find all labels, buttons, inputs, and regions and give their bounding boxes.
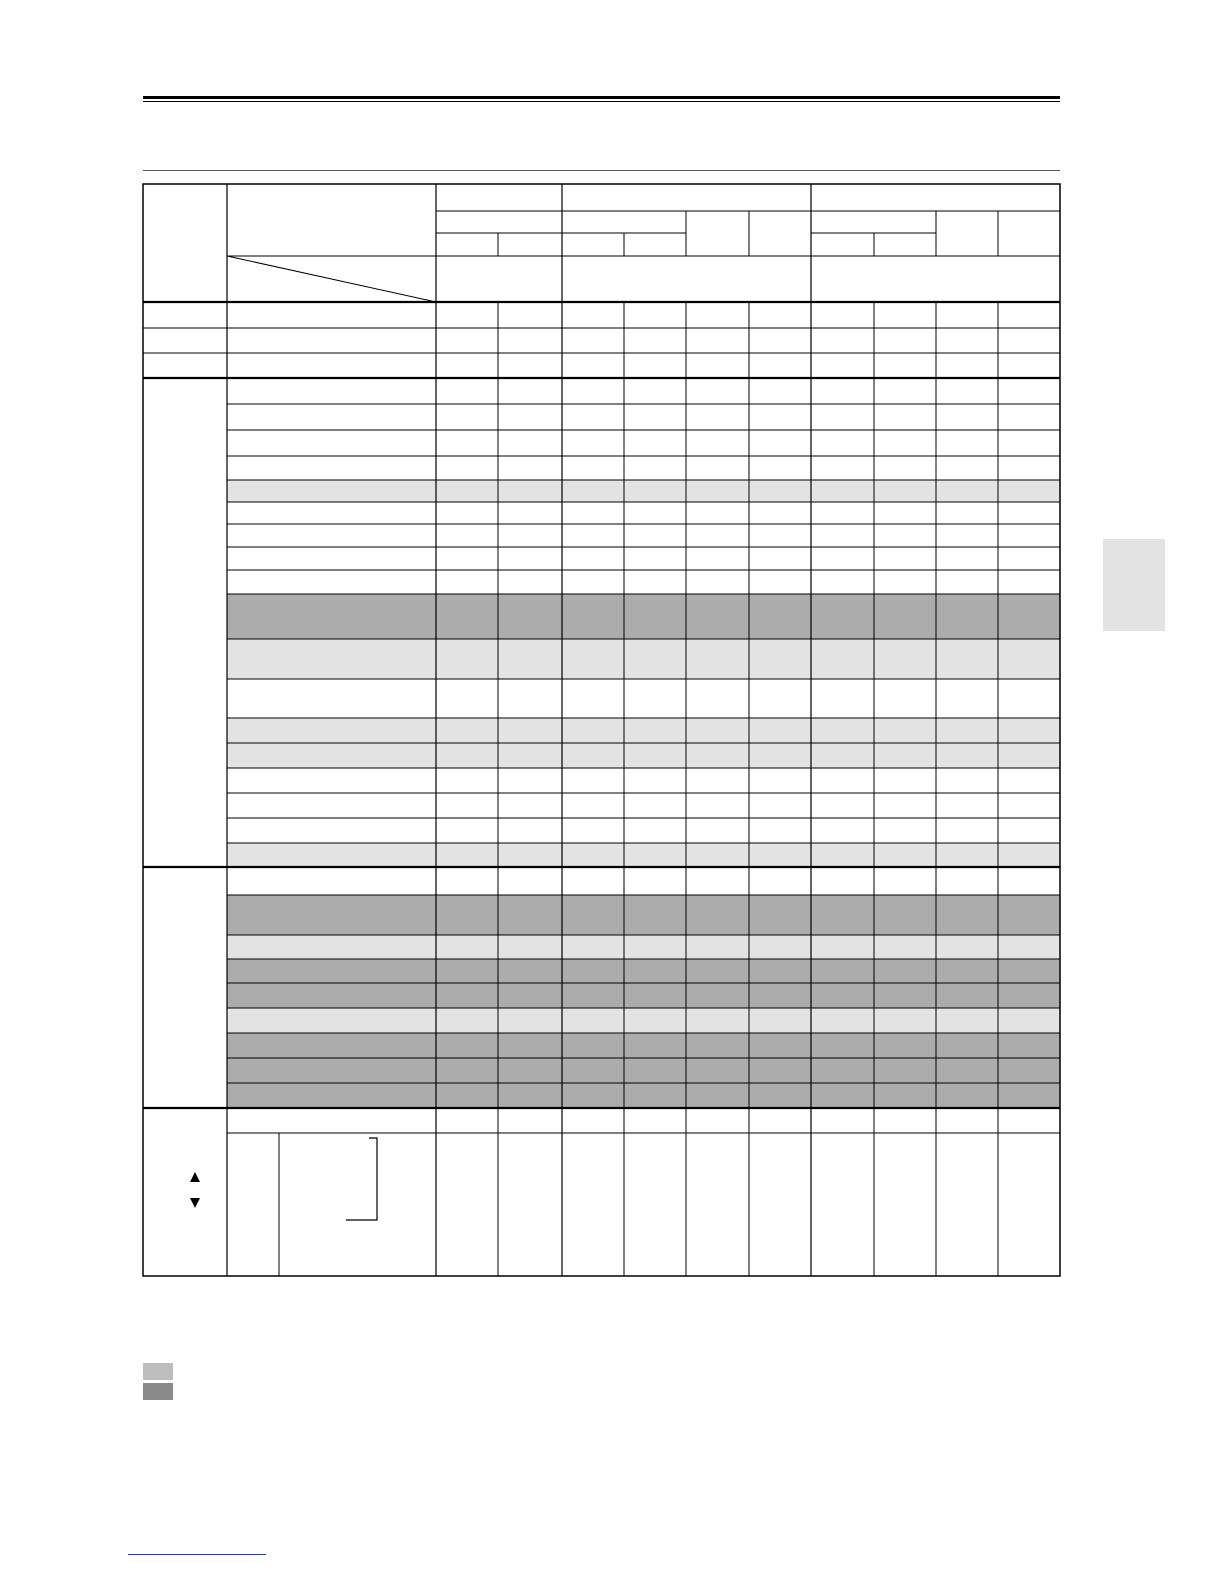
legend-swatch-light: [143, 1363, 173, 1380]
row-shade-dark: [227, 1058, 1060, 1083]
row-shade-dark: [227, 895, 1060, 935]
triangle-down-icon: [190, 1198, 200, 1208]
row-shade-dark: [227, 1033, 1060, 1058]
row-shade-dark: [227, 594, 1060, 639]
header-diagonal-line: [227, 256, 436, 302]
row-shade-light: [227, 639, 1060, 679]
row-shade-dark: [227, 959, 1060, 983]
row-shade-light: [227, 843, 1060, 867]
row-shade-light: [227, 480, 1060, 502]
triangle-up-icon: [190, 1172, 200, 1182]
row-shade-light: [227, 935, 1060, 959]
row-shade-light: [227, 743, 1060, 768]
row-shade-dark: [227, 983, 1060, 1008]
row-shade-light: [227, 718, 1060, 743]
row-shade-light: [227, 1008, 1060, 1033]
footer-link-underline[interactable]: [128, 1554, 266, 1555]
legend-swatch-dark: [143, 1383, 173, 1400]
range-bracket: [346, 1138, 377, 1220]
row-shade-dark: [227, 1083, 1060, 1108]
